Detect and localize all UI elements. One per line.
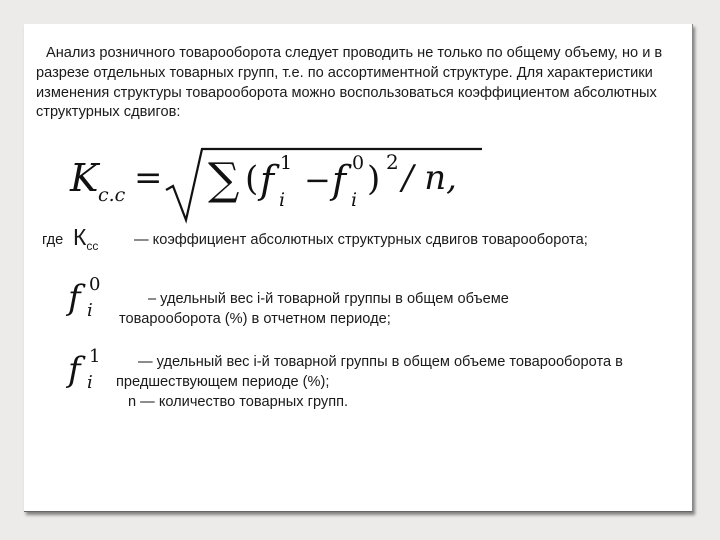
n-description: n — количество товарных групп. (128, 394, 349, 410)
formula-f0: f (332, 158, 347, 202)
f0-symbol (68, 274, 118, 324)
slide (24, 24, 693, 512)
formula-power: 2 (386, 150, 399, 174)
f0-symbol-subscript: i (87, 300, 93, 321)
kcc-description: — коэффициент абсолютных структурных сдвигов товарооборота; (134, 232, 588, 248)
formula-sum: ∑ (208, 154, 240, 205)
f1-letter: f (68, 350, 81, 390)
formula-f0-subscript: i (351, 189, 358, 211)
formula-f0-superscript: 0 (352, 152, 365, 174)
formula-k: K (70, 156, 99, 200)
where-label: где (42, 232, 64, 248)
formula-f1: f (260, 158, 275, 202)
f0-letter: f (68, 278, 81, 318)
formula-k-subscript: c.c (98, 184, 126, 206)
formula-divide-n: / n, (402, 158, 457, 198)
formula-open-paren: ( (245, 159, 259, 199)
f0-symbol-superscript: 0 (89, 274, 101, 295)
formula-f1-subscript: i (279, 189, 286, 211)
f1-symbol-subscript: i (87, 372, 93, 393)
formula-minus: − (304, 161, 331, 199)
formula-close-paren: ) (367, 159, 381, 199)
formula-equals: = (134, 158, 163, 198)
kcc-symbol (73, 224, 98, 251)
kcc-letter: К (73, 224, 87, 250)
f0-description-line2: товарооборота (%) в отчетном периоде; (119, 311, 391, 327)
f1-symbol (68, 346, 118, 396)
f1-description-line2: предшествующем периоде (%); (116, 374, 330, 390)
f1-description-line1: — удельный вес i-й товарной группы в общем объеме товарооборота в (138, 354, 623, 370)
f1-symbol-superscript: 1 (89, 346, 101, 367)
intro-paragraph: Анализ розничного товарооборота следует проводить не только по общему объему, но и в разрезе отдельных товарных групп, т.е. по ассортиментной структуре. Для характеристики изменения структуры товарооборота можно воспользоваться коэффициентом абсолютных структурных сдвигов: (36, 45, 663, 121)
structural-shift-formula (64, 146, 484, 226)
kcc-subscript: сс (86, 239, 99, 253)
f0-description-line1: – удельный вес i-й товарной группы в общем объеме (148, 291, 509, 307)
formula-f1-superscript: 1 (280, 152, 293, 174)
